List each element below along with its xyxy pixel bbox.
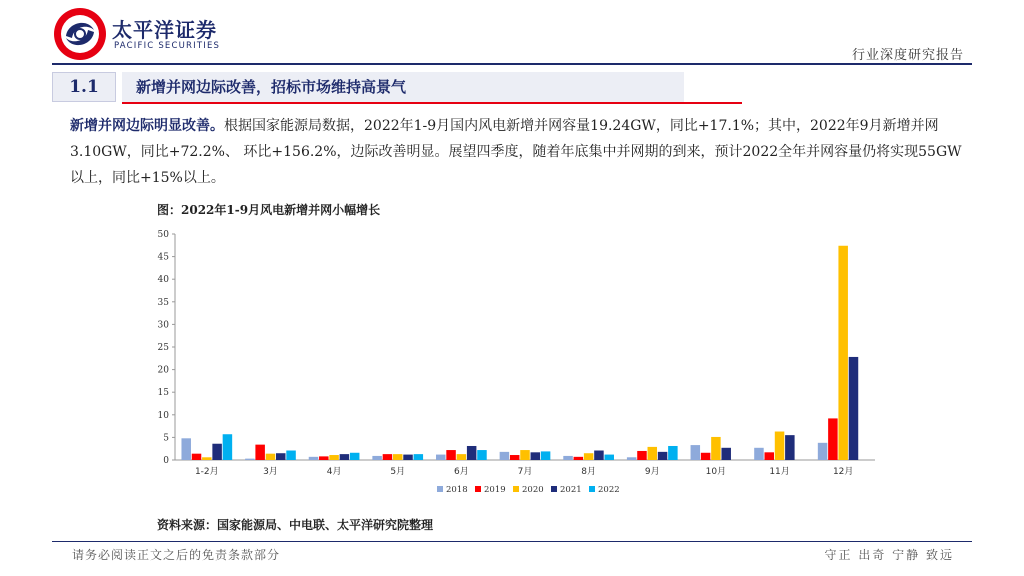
section-title: 新增并网边际改善，招标市场维持高景气 (122, 72, 684, 102)
footer-divider (52, 541, 972, 542)
x-tick-label: 6月 (453, 467, 469, 477)
section-underline (122, 102, 742, 104)
y-tick-label: 45 (157, 252, 169, 263)
footer-motto: 守正 出奇 宁静 致远 (824, 548, 954, 562)
bar-2020-3 (329, 455, 339, 460)
y-tick-label: 5 (163, 433, 169, 444)
report-type-label: 行业深度研究报告 (851, 48, 964, 63)
legend-label-2020: 2020 (522, 485, 544, 495)
x-tick-label: 1-2月 (194, 467, 219, 477)
bar-2021-5 (467, 446, 477, 460)
bar-2021-1 (212, 444, 222, 460)
bar-2018-9 (691, 445, 701, 460)
bar-2020-10 (775, 432, 785, 460)
bar-2019-1 (192, 454, 202, 460)
bar-2019-8 (637, 451, 647, 460)
wind-grid-connection-bar-chart (140, 222, 900, 512)
bar-2019-3 (319, 456, 329, 460)
y-tick-label: 25 (157, 343, 169, 353)
bar-2020-6 (520, 450, 530, 460)
y-tick-label: 50 (157, 230, 169, 240)
legend-label-2019: 2019 (484, 485, 506, 495)
bar-2020-9 (711, 437, 721, 460)
x-tick-label: 4月 (326, 467, 342, 477)
x-tick-label: 9月 (644, 467, 660, 477)
x-tick-label: 11月 (769, 467, 790, 477)
bar-2020-8 (648, 447, 658, 460)
bar-2021-7 (594, 451, 604, 460)
bar-2020-4 (393, 454, 403, 460)
bar-2021-6 (531, 452, 541, 460)
x-tick-label: 10月 (705, 467, 727, 477)
y-tick-label: 35 (157, 297, 169, 308)
paragraph-lead: 新增并网边际明显改善。 (70, 118, 224, 134)
x-tick-label: 12月 (832, 467, 854, 477)
y-tick-label: 10 (157, 410, 169, 421)
legend-swatch-2022 (589, 486, 595, 492)
bar-2022-8 (668, 446, 678, 460)
bar-2018-11 (818, 443, 828, 460)
x-tick-label: 8月 (581, 467, 597, 477)
legend-swatch-2018 (437, 486, 443, 492)
footer-disclaimer: 请务必阅读正文之后的免责条款部分 (72, 548, 281, 562)
bar-2019-7 (574, 457, 584, 460)
bar-2022-5 (477, 450, 487, 460)
bar-2021-9 (721, 448, 731, 460)
bar-2018-1 (181, 438, 191, 460)
bar-2020-2 (266, 454, 276, 460)
bar-2018-3 (309, 457, 319, 460)
pacific-securities-logo-icon (52, 6, 108, 62)
brand-name-english: PACIFIC SECURITIES (114, 41, 221, 51)
y-tick-label: 0 (163, 456, 169, 466)
brand-name: 太平洋证券 (112, 18, 217, 42)
section-number: 1.1 (52, 72, 116, 102)
bar-2018-8 (627, 457, 637, 460)
bar-2020-5 (457, 454, 467, 460)
bar-2019-5 (446, 450, 456, 460)
bar-2021-2 (276, 453, 286, 460)
figure-caption: 图：2022年1-9月风电新增并网小幅增长 (157, 203, 381, 217)
section-heading (52, 72, 692, 104)
bar-2022-4 (414, 454, 424, 460)
bar-2021-11 (849, 357, 859, 460)
legend-swatch-2021 (551, 486, 557, 492)
bar-2021-3 (340, 454, 350, 460)
source-note: 资料来源：国家能源局、中电联、太平洋研究院整理 (157, 518, 434, 532)
legend-swatch-2019 (475, 486, 481, 492)
bar-2018-10 (754, 448, 764, 460)
bar-2022-3 (350, 453, 360, 460)
y-tick-label: 40 (157, 275, 169, 286)
bar-2021-8 (658, 452, 668, 460)
bar-2021-4 (403, 455, 413, 460)
bar-2020-11 (838, 246, 848, 460)
bar-2021-10 (785, 435, 795, 460)
bar-2018-2 (245, 459, 255, 460)
bar-2019-6 (510, 455, 520, 460)
body-paragraph (70, 113, 970, 191)
paragraph-body: 根据国家能源局数据，2022年1-9月国内风电新增并网容量19.24GW，同比+17.1%；其中，2022年9月新增并网3.10GW，同比+72.2%、 环比+156.2%，边际改善明显。展望四季度，随着年底集中并网期的到来，预计2022全年并网容量仍将实现55GW以上，同比+15%以上。 (70, 118, 962, 186)
x-tick-label: 7月 (517, 467, 533, 477)
bar-2018-7 (563, 456, 573, 460)
bar-2018-5 (436, 455, 446, 460)
bar-2022-2 (286, 451, 296, 460)
bar-2022-1 (223, 434, 233, 460)
y-tick-label: 30 (157, 320, 169, 331)
report-header (0, 0, 1024, 70)
bar-2019-10 (764, 452, 774, 460)
bar-2020-1 (202, 457, 212, 460)
x-tick-label: 5月 (390, 467, 406, 477)
bar-2020-7 (584, 453, 594, 460)
y-tick-label: 20 (157, 365, 169, 376)
header-divider (52, 63, 972, 65)
bar-2022-6 (541, 451, 551, 460)
bar-2018-6 (500, 452, 510, 460)
legend-label-2022: 2022 (598, 485, 620, 495)
legend-swatch-2020 (513, 486, 519, 492)
bar-2018-4 (372, 456, 382, 460)
y-tick-label: 15 (157, 388, 169, 399)
x-tick-label: 3月 (263, 467, 278, 477)
legend-label-2018: 2018 (446, 485, 468, 495)
bar-2019-2 (255, 445, 265, 460)
legend-label-2021: 2021 (560, 485, 582, 495)
bar-2019-11 (828, 418, 838, 460)
bar-2019-9 (701, 453, 711, 460)
bar-2022-7 (604, 455, 614, 460)
bar-2019-4 (383, 454, 393, 460)
